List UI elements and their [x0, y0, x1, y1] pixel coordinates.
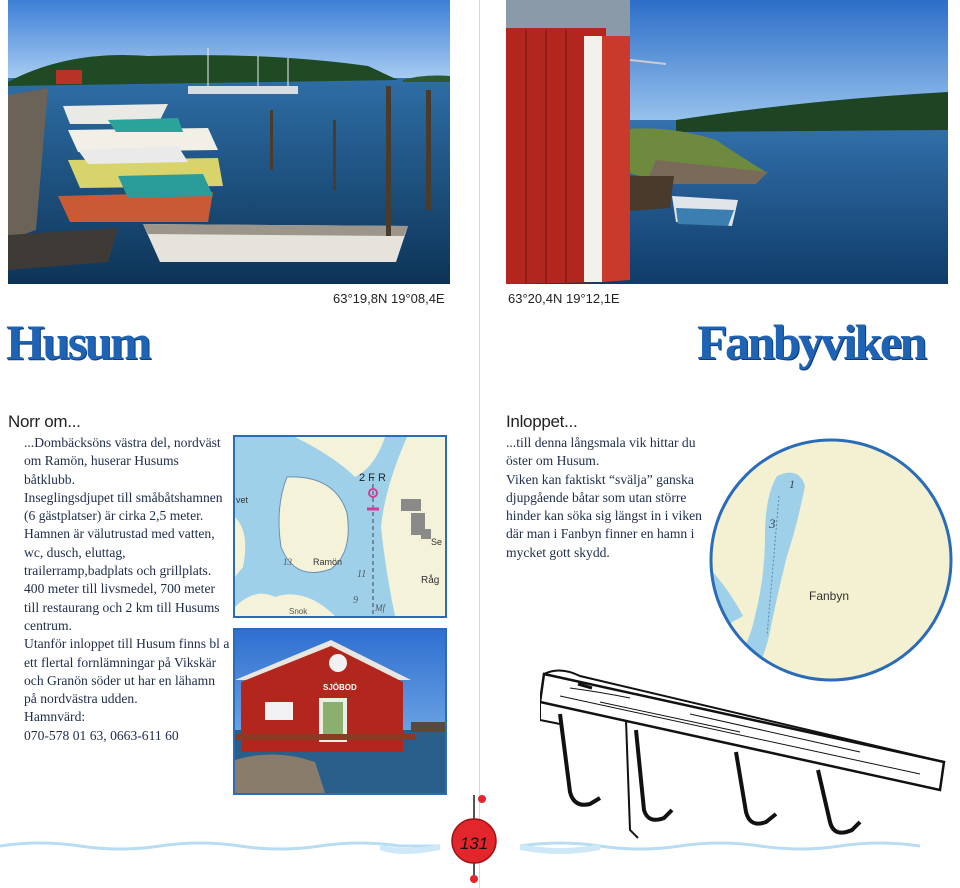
- map-depth-label: 9: [353, 595, 358, 606]
- map-edge-label: Råg: [421, 575, 440, 586]
- map-depth-label: 11: [357, 569, 367, 580]
- map-edge-label: Snok: [289, 607, 308, 616]
- page-number-bobber: [444, 793, 504, 885]
- right-body-text: [506, 434, 722, 562]
- left-paragraph: Utanför inloppet till Husum finns bl a ett flertal fornlämningar på Vikskär och Granön söder ut har en lähamn på nordvästra udden.: [24, 636, 230, 707]
- left-paragraph: ...Dombäcksöns västra del, nordväst om Ramön, huserar Husums båtklubb.: [24, 435, 221, 487]
- boathouse-photo: [233, 628, 447, 795]
- page-fold: [479, 0, 480, 888]
- left-lead: Norr om...: [8, 412, 81, 431]
- boathouse-sign: SJÖBOD: [323, 683, 357, 692]
- map-edge-label: Mf: [375, 603, 385, 613]
- harbor-master-label: Hamnvärd:: [24, 709, 86, 725]
- right-map-depth-label: 1: [789, 477, 795, 491]
- left-body-text: [24, 434, 230, 745]
- map-edge-label: vet: [236, 495, 249, 505]
- left-page-title: Husum: [6, 314, 150, 370]
- right-paragraph: Viken kan faktiskt “svälja” ganska djupgående båtar som utan större hinder kan söka sig längst in i viken där man i Fanbyn finner en hamn i mycket gott skydd.: [506, 471, 702, 560]
- left-paragraph: Inseglingsdjupet till småbåtshamnen (6 gästplatser) är cirka 2,5 meter.: [24, 489, 223, 524]
- right-coordinates: 63°20,4N 19°12,1E: [508, 291, 620, 306]
- left-paragraph: 400 meter till livsmedel, 700 meter till restaurang och 2 km till Husums centrum.: [24, 581, 220, 633]
- harbor-photo: [8, 0, 450, 284]
- map-depth-label: 13: [283, 557, 292, 567]
- map-marker-label: 2 F R: [359, 472, 386, 484]
- bay-photo: [506, 0, 948, 284]
- map-edge-label: Se: [431, 537, 443, 547]
- right-lead: Inloppet...: [506, 412, 578, 431]
- page-number: 131: [459, 834, 489, 853]
- right-map-place-label: Fanbyn: [809, 589, 850, 603]
- right-page-title: Fanbyviken: [697, 314, 925, 370]
- left-paragraph: Hamnen är välutrustad med vatten, wc, dusch, eluttag, trailerramp,badplats och grillplats.: [24, 526, 215, 579]
- husum-chart-map: [233, 435, 447, 618]
- fanbyviken-chart-map: [707, 436, 955, 684]
- dock-hooks-illustration: [540, 662, 952, 842]
- harbor-master-phone: 070-578 01 63, 0663-611 60: [24, 727, 179, 743]
- map-island-label: Ramön: [313, 557, 343, 567]
- right-paragraph: ...till denna långsmala vik hittar du öster om Husum.: [506, 435, 696, 469]
- right-map-depth-label: 3: [769, 516, 776, 531]
- left-coordinates: 63°19,8N 19°08,4E: [333, 291, 445, 306]
